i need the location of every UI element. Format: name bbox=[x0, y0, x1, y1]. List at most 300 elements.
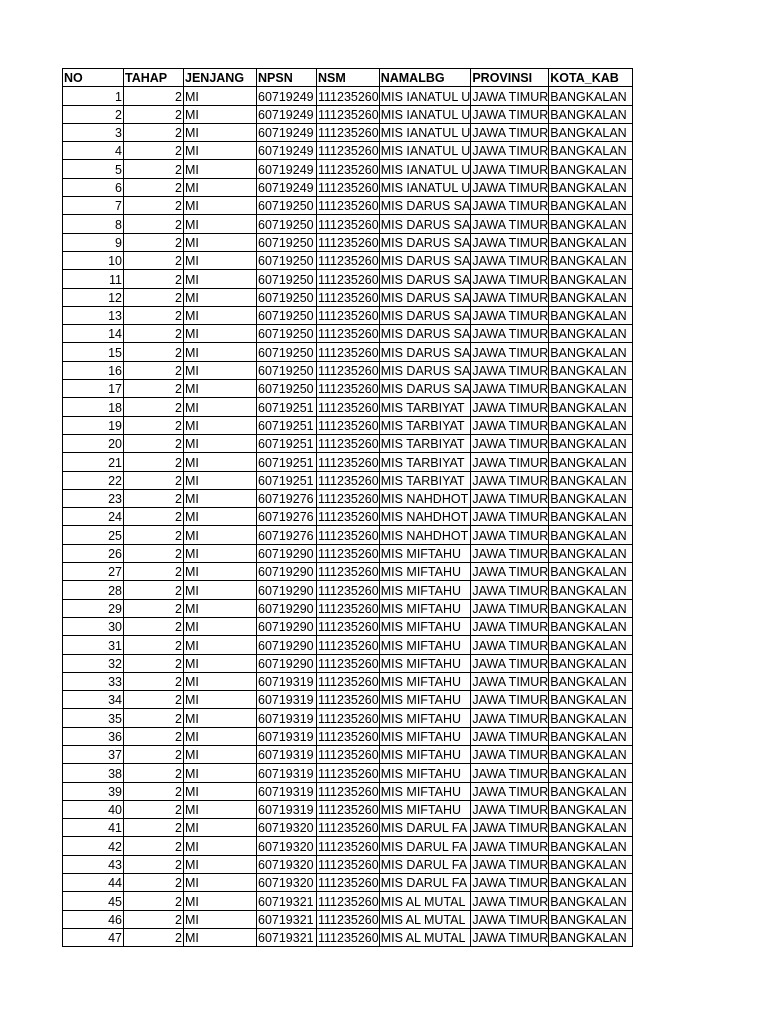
cell-kota-kab: BANGKALAN bbox=[549, 215, 633, 233]
cell-jenjang: MI bbox=[184, 819, 257, 837]
cell-nsm: 111235260 bbox=[317, 636, 380, 654]
cell-jenjang: MI bbox=[184, 800, 257, 818]
cell-provinsi: JAWA TIMUR bbox=[471, 380, 549, 398]
cell-no: 47 bbox=[63, 928, 124, 946]
cell-provinsi: JAWA TIMUR bbox=[471, 526, 549, 544]
cell-tahap: 2 bbox=[124, 928, 184, 946]
cell-no: 25 bbox=[63, 526, 124, 544]
cell-no: 43 bbox=[63, 855, 124, 873]
cell-nsm: 111235260 bbox=[317, 251, 380, 269]
table-body bbox=[63, 87, 633, 947]
cell-npsn: 60719320 bbox=[257, 855, 317, 873]
cell-npsn: 60719249 bbox=[257, 123, 317, 141]
cell-provinsi: JAWA TIMUR bbox=[471, 581, 549, 599]
cell-jenjang: MI bbox=[184, 617, 257, 635]
cell-jenjang: MI bbox=[184, 636, 257, 654]
cell-npsn: 60719319 bbox=[257, 727, 317, 745]
cell-kota-kab: BANGKALAN bbox=[549, 197, 633, 215]
cell-tahap: 2 bbox=[124, 691, 184, 709]
cell-npsn: 60719290 bbox=[257, 636, 317, 654]
cell-jenjang: MI bbox=[184, 471, 257, 489]
cell-namalbg: MIS IANATUL U bbox=[379, 178, 471, 196]
cell-nsm: 111235260 bbox=[317, 910, 380, 928]
cell-npsn: 60719250 bbox=[257, 361, 317, 379]
cell-jenjang: MI bbox=[184, 270, 257, 288]
cell-namalbg: MIS MIFTAHU bbox=[379, 617, 471, 635]
cell-no: 6 bbox=[63, 178, 124, 196]
cell-jenjang: MI bbox=[184, 855, 257, 873]
cell-namalbg: MIS DARUS SA bbox=[379, 306, 471, 324]
cell-namalbg: MIS MIFTAHU bbox=[379, 727, 471, 745]
cell-tahap: 2 bbox=[124, 709, 184, 727]
cell-npsn: 60719249 bbox=[257, 178, 317, 196]
cell-namalbg: MIS DARUS SA bbox=[379, 233, 471, 251]
cell-tahap: 2 bbox=[124, 910, 184, 928]
cell-namalbg: MIS IANATUL U bbox=[379, 105, 471, 123]
cell-no: 24 bbox=[63, 508, 124, 526]
table-row bbox=[63, 489, 633, 507]
table-row bbox=[63, 837, 633, 855]
cell-nsm: 111235260 bbox=[317, 855, 380, 873]
cell-namalbg: MIS DARUS SA bbox=[379, 270, 471, 288]
cell-no: 20 bbox=[63, 434, 124, 452]
cell-kota-kab: BANGKALAN bbox=[549, 819, 633, 837]
cell-no: 40 bbox=[63, 800, 124, 818]
cell-kota-kab: BANGKALAN bbox=[549, 160, 633, 178]
cell-jenjang: MI bbox=[184, 142, 257, 160]
cell-namalbg: MIS NAHDHOT bbox=[379, 526, 471, 544]
table-row bbox=[63, 434, 633, 452]
cell-tahap: 2 bbox=[124, 142, 184, 160]
cell-provinsi: JAWA TIMUR bbox=[471, 471, 549, 489]
cell-npsn: 60719319 bbox=[257, 745, 317, 763]
cell-no: 38 bbox=[63, 764, 124, 782]
table-row bbox=[63, 599, 633, 617]
cell-jenjang: MI bbox=[184, 910, 257, 928]
cell-jenjang: MI bbox=[184, 599, 257, 617]
table-row bbox=[63, 544, 633, 562]
cell-tahap: 2 bbox=[124, 544, 184, 562]
cell-provinsi: JAWA TIMUR bbox=[471, 233, 549, 251]
cell-npsn: 60719290 bbox=[257, 599, 317, 617]
table-row bbox=[63, 123, 633, 141]
cell-kota-kab: BANGKALAN bbox=[549, 434, 633, 452]
cell-nsm: 111235260 bbox=[317, 471, 380, 489]
cell-no: 9 bbox=[63, 233, 124, 251]
cell-provinsi: JAWA TIMUR bbox=[471, 325, 549, 343]
cell-tahap: 2 bbox=[124, 361, 184, 379]
cell-nsm: 111235260 bbox=[317, 892, 380, 910]
cell-provinsi: JAWA TIMUR bbox=[471, 782, 549, 800]
cell-tahap: 2 bbox=[124, 874, 184, 892]
cell-nsm: 111235260 bbox=[317, 544, 380, 562]
cell-no: 44 bbox=[63, 874, 124, 892]
cell-no: 36 bbox=[63, 727, 124, 745]
cell-nsm: 111235260 bbox=[317, 416, 380, 434]
cell-no: 33 bbox=[63, 672, 124, 690]
cell-tahap: 2 bbox=[124, 306, 184, 324]
cell-provinsi: JAWA TIMUR bbox=[471, 398, 549, 416]
cell-npsn: 60719321 bbox=[257, 910, 317, 928]
table-row bbox=[63, 306, 633, 324]
cell-npsn: 60719250 bbox=[257, 270, 317, 288]
cell-provinsi: JAWA TIMUR bbox=[471, 87, 549, 105]
cell-nsm: 111235260 bbox=[317, 727, 380, 745]
cell-no: 30 bbox=[63, 617, 124, 635]
cell-tahap: 2 bbox=[124, 453, 184, 471]
table-row bbox=[63, 563, 633, 581]
table-row bbox=[63, 251, 633, 269]
cell-namalbg: MIS NAHDHOT bbox=[379, 489, 471, 507]
cell-kota-kab: BANGKALAN bbox=[549, 636, 633, 654]
cell-jenjang: MI bbox=[184, 288, 257, 306]
cell-nsm: 111235260 bbox=[317, 581, 380, 599]
cell-kota-kab: BANGKALAN bbox=[549, 123, 633, 141]
cell-jenjang: MI bbox=[184, 782, 257, 800]
table-row bbox=[63, 727, 633, 745]
cell-jenjang: MI bbox=[184, 489, 257, 507]
cell-no: 13 bbox=[63, 306, 124, 324]
cell-nsm: 111235260 bbox=[317, 563, 380, 581]
cell-kota-kab: BANGKALAN bbox=[549, 727, 633, 745]
cell-namalbg: MIS NAHDHOT bbox=[379, 508, 471, 526]
cell-no: 35 bbox=[63, 709, 124, 727]
cell-provinsi: JAWA TIMUR bbox=[471, 745, 549, 763]
cell-kota-kab: BANGKALAN bbox=[549, 709, 633, 727]
cell-kota-kab: BANGKALAN bbox=[549, 105, 633, 123]
cell-tahap: 2 bbox=[124, 745, 184, 763]
cell-nsm: 111235260 bbox=[317, 306, 380, 324]
table-row bbox=[63, 233, 633, 251]
cell-kota-kab: BANGKALAN bbox=[549, 691, 633, 709]
cell-no: 14 bbox=[63, 325, 124, 343]
cell-no: 16 bbox=[63, 361, 124, 379]
cell-namalbg: MIS IANATUL U bbox=[379, 123, 471, 141]
cell-nsm: 111235260 bbox=[317, 343, 380, 361]
cell-no: 23 bbox=[63, 489, 124, 507]
cell-tahap: 2 bbox=[124, 837, 184, 855]
cell-tahap: 2 bbox=[124, 617, 184, 635]
cell-npsn: 60719251 bbox=[257, 398, 317, 416]
cell-npsn: 60719319 bbox=[257, 800, 317, 818]
cell-namalbg: MIS MIFTAHU bbox=[379, 672, 471, 690]
cell-jenjang: MI bbox=[184, 581, 257, 599]
cell-kota-kab: BANGKALAN bbox=[549, 489, 633, 507]
header-row bbox=[63, 69, 633, 87]
cell-namalbg: MIS DARUS SA bbox=[379, 325, 471, 343]
table-row bbox=[63, 581, 633, 599]
table-row bbox=[63, 325, 633, 343]
cell-no: 11 bbox=[63, 270, 124, 288]
cell-no: 27 bbox=[63, 563, 124, 581]
cell-namalbg: MIS TARBIYAT bbox=[379, 453, 471, 471]
table-row bbox=[63, 709, 633, 727]
table-row bbox=[63, 380, 633, 398]
cell-nsm: 111235260 bbox=[317, 617, 380, 635]
cell-nsm: 111235260 bbox=[317, 800, 380, 818]
cell-provinsi: JAWA TIMUR bbox=[471, 910, 549, 928]
cell-jenjang: MI bbox=[184, 215, 257, 233]
cell-provinsi: JAWA TIMUR bbox=[471, 855, 549, 873]
cell-nsm: 111235260 bbox=[317, 654, 380, 672]
cell-no: 26 bbox=[63, 544, 124, 562]
cell-provinsi: JAWA TIMUR bbox=[471, 892, 549, 910]
cell-nsm: 111235260 bbox=[317, 709, 380, 727]
cell-jenjang: MI bbox=[184, 526, 257, 544]
cell-jenjang: MI bbox=[184, 416, 257, 434]
cell-no: 29 bbox=[63, 599, 124, 617]
cell-namalbg: MIS IANATUL U bbox=[379, 142, 471, 160]
cell-nsm: 111235260 bbox=[317, 691, 380, 709]
cell-tahap: 2 bbox=[124, 855, 184, 873]
data-table bbox=[62, 68, 633, 947]
cell-jenjang: MI bbox=[184, 251, 257, 269]
cell-nsm: 111235260 bbox=[317, 453, 380, 471]
cell-jenjang: MI bbox=[184, 672, 257, 690]
cell-jenjang: MI bbox=[184, 233, 257, 251]
cell-tahap: 2 bbox=[124, 508, 184, 526]
cell-provinsi: JAWA TIMUR bbox=[471, 617, 549, 635]
table-row bbox=[63, 361, 633, 379]
cell-provinsi: JAWA TIMUR bbox=[471, 599, 549, 617]
table-row bbox=[63, 398, 633, 416]
cell-provinsi: JAWA TIMUR bbox=[471, 251, 549, 269]
cell-tahap: 2 bbox=[124, 215, 184, 233]
cell-jenjang: MI bbox=[184, 691, 257, 709]
table-row bbox=[63, 105, 633, 123]
cell-namalbg: MIS DARUL FA bbox=[379, 855, 471, 873]
cell-nsm: 111235260 bbox=[317, 526, 380, 544]
header-npsn: NPSN bbox=[257, 69, 317, 87]
cell-namalbg: MIS MIFTAHU bbox=[379, 709, 471, 727]
cell-jenjang: MI bbox=[184, 837, 257, 855]
cell-npsn: 60719319 bbox=[257, 709, 317, 727]
cell-kota-kab: BANGKALAN bbox=[549, 892, 633, 910]
cell-no: 10 bbox=[63, 251, 124, 269]
cell-no: 15 bbox=[63, 343, 124, 361]
table-row bbox=[63, 178, 633, 196]
cell-jenjang: MI bbox=[184, 892, 257, 910]
cell-provinsi: JAWA TIMUR bbox=[471, 563, 549, 581]
cell-jenjang: MI bbox=[184, 434, 257, 452]
cell-npsn: 60719250 bbox=[257, 380, 317, 398]
table-row bbox=[63, 160, 633, 178]
cell-no: 19 bbox=[63, 416, 124, 434]
cell-tahap: 2 bbox=[124, 819, 184, 837]
cell-tahap: 2 bbox=[124, 636, 184, 654]
table-row bbox=[63, 800, 633, 818]
cell-jenjang: MI bbox=[184, 563, 257, 581]
cell-nsm: 111235260 bbox=[317, 672, 380, 690]
cell-kota-kab: BANGKALAN bbox=[549, 581, 633, 599]
table-row bbox=[63, 928, 633, 946]
cell-provinsi: JAWA TIMUR bbox=[471, 453, 549, 471]
cell-kota-kab: BANGKALAN bbox=[549, 764, 633, 782]
cell-namalbg: MIS MIFTAHU bbox=[379, 599, 471, 617]
cell-kota-kab: BANGKALAN bbox=[549, 855, 633, 873]
cell-kota-kab: BANGKALAN bbox=[549, 599, 633, 617]
cell-provinsi: JAWA TIMUR bbox=[471, 288, 549, 306]
cell-npsn: 60719276 bbox=[257, 489, 317, 507]
cell-kota-kab: BANGKALAN bbox=[549, 508, 633, 526]
table-row bbox=[63, 691, 633, 709]
cell-tahap: 2 bbox=[124, 288, 184, 306]
cell-tahap: 2 bbox=[124, 233, 184, 251]
cell-jenjang: MI bbox=[184, 508, 257, 526]
cell-kota-kab: BANGKALAN bbox=[549, 672, 633, 690]
cell-nsm: 111235260 bbox=[317, 87, 380, 105]
cell-no: 5 bbox=[63, 160, 124, 178]
cell-kota-kab: BANGKALAN bbox=[549, 910, 633, 928]
cell-npsn: 60719250 bbox=[257, 325, 317, 343]
cell-no: 37 bbox=[63, 745, 124, 763]
header-provinsi: PROVINSI bbox=[471, 69, 549, 87]
cell-no: 22 bbox=[63, 471, 124, 489]
cell-no: 39 bbox=[63, 782, 124, 800]
cell-npsn: 60719321 bbox=[257, 892, 317, 910]
cell-no: 12 bbox=[63, 288, 124, 306]
cell-kota-kab: BANGKALAN bbox=[549, 526, 633, 544]
cell-jenjang: MI bbox=[184, 325, 257, 343]
cell-nsm: 111235260 bbox=[317, 819, 380, 837]
cell-namalbg: MIS TARBIYAT bbox=[379, 471, 471, 489]
cell-kota-kab: BANGKALAN bbox=[549, 325, 633, 343]
cell-provinsi: JAWA TIMUR bbox=[471, 636, 549, 654]
cell-namalbg: MIS MIFTAHU bbox=[379, 691, 471, 709]
cell-npsn: 60719276 bbox=[257, 526, 317, 544]
cell-kota-kab: BANGKALAN bbox=[549, 782, 633, 800]
cell-namalbg: MIS DARUS SA bbox=[379, 361, 471, 379]
cell-kota-kab: BANGKALAN bbox=[549, 453, 633, 471]
cell-namalbg: MIS DARUL FA bbox=[379, 819, 471, 837]
cell-jenjang: MI bbox=[184, 874, 257, 892]
cell-jenjang: MI bbox=[184, 343, 257, 361]
cell-no: 28 bbox=[63, 581, 124, 599]
cell-npsn: 60719250 bbox=[257, 306, 317, 324]
cell-npsn: 60719319 bbox=[257, 672, 317, 690]
table-row bbox=[63, 654, 633, 672]
cell-namalbg: MIS MIFTAHU bbox=[379, 563, 471, 581]
cell-tahap: 2 bbox=[124, 599, 184, 617]
table-row bbox=[63, 526, 633, 544]
cell-no: 45 bbox=[63, 892, 124, 910]
cell-provinsi: JAWA TIMUR bbox=[471, 691, 549, 709]
header-kota-kab: KOTA_KAB bbox=[549, 69, 633, 87]
table-row bbox=[63, 142, 633, 160]
cell-nsm: 111235260 bbox=[317, 380, 380, 398]
cell-tahap: 2 bbox=[124, 782, 184, 800]
cell-kota-kab: BANGKALAN bbox=[549, 361, 633, 379]
table-row bbox=[63, 617, 633, 635]
cell-provinsi: JAWA TIMUR bbox=[471, 764, 549, 782]
table-row bbox=[63, 819, 633, 837]
cell-tahap: 2 bbox=[124, 197, 184, 215]
cell-namalbg: MIS MIFTAHU bbox=[379, 654, 471, 672]
cell-provinsi: JAWA TIMUR bbox=[471, 672, 549, 690]
cell-kota-kab: BANGKALAN bbox=[549, 142, 633, 160]
cell-npsn: 60719250 bbox=[257, 215, 317, 233]
cell-tahap: 2 bbox=[124, 489, 184, 507]
cell-nsm: 111235260 bbox=[317, 874, 380, 892]
cell-namalbg: MIS DARUS SA bbox=[379, 343, 471, 361]
cell-nsm: 111235260 bbox=[317, 928, 380, 946]
cell-provinsi: JAWA TIMUR bbox=[471, 819, 549, 837]
cell-namalbg: MIS MIFTAHU bbox=[379, 782, 471, 800]
cell-npsn: 60719290 bbox=[257, 563, 317, 581]
cell-kota-kab: BANGKALAN bbox=[549, 617, 633, 635]
table-row bbox=[63, 215, 633, 233]
cell-nsm: 111235260 bbox=[317, 160, 380, 178]
cell-namalbg: MIS DARUS SA bbox=[379, 215, 471, 233]
cell-jenjang: MI bbox=[184, 745, 257, 763]
cell-npsn: 60719251 bbox=[257, 416, 317, 434]
cell-kota-kab: BANGKALAN bbox=[549, 251, 633, 269]
table-row bbox=[63, 416, 633, 434]
cell-provinsi: JAWA TIMUR bbox=[471, 178, 549, 196]
cell-npsn: 60719290 bbox=[257, 617, 317, 635]
cell-npsn: 60719319 bbox=[257, 764, 317, 782]
cell-jenjang: MI bbox=[184, 197, 257, 215]
cell-npsn: 60719250 bbox=[257, 343, 317, 361]
table-row bbox=[63, 270, 633, 288]
table-row bbox=[63, 782, 633, 800]
header-no: NO bbox=[63, 69, 124, 87]
table-header bbox=[63, 69, 633, 87]
cell-kota-kab: BANGKALAN bbox=[549, 874, 633, 892]
cell-npsn: 60719250 bbox=[257, 288, 317, 306]
cell-npsn: 60719250 bbox=[257, 197, 317, 215]
cell-jenjang: MI bbox=[184, 654, 257, 672]
cell-provinsi: JAWA TIMUR bbox=[471, 654, 549, 672]
cell-provinsi: JAWA TIMUR bbox=[471, 709, 549, 727]
cell-npsn: 60719249 bbox=[257, 160, 317, 178]
cell-no: 34 bbox=[63, 691, 124, 709]
cell-namalbg: MIS DARUS SA bbox=[379, 288, 471, 306]
cell-tahap: 2 bbox=[124, 471, 184, 489]
cell-tahap: 2 bbox=[124, 563, 184, 581]
cell-provinsi: JAWA TIMUR bbox=[471, 361, 549, 379]
cell-no: 7 bbox=[63, 197, 124, 215]
table-row bbox=[63, 453, 633, 471]
cell-npsn: 60719251 bbox=[257, 434, 317, 452]
cell-provinsi: JAWA TIMUR bbox=[471, 343, 549, 361]
cell-provinsi: JAWA TIMUR bbox=[471, 197, 549, 215]
table-row bbox=[63, 87, 633, 105]
cell-npsn: 60719319 bbox=[257, 782, 317, 800]
cell-provinsi: JAWA TIMUR bbox=[471, 508, 549, 526]
cell-namalbg: MIS IANATUL U bbox=[379, 87, 471, 105]
cell-no: 3 bbox=[63, 123, 124, 141]
cell-tahap: 2 bbox=[124, 380, 184, 398]
cell-provinsi: JAWA TIMUR bbox=[471, 142, 549, 160]
cell-tahap: 2 bbox=[124, 251, 184, 269]
cell-nsm: 111235260 bbox=[317, 178, 380, 196]
cell-kota-kab: BANGKALAN bbox=[549, 306, 633, 324]
table-row bbox=[63, 471, 633, 489]
cell-kota-kab: BANGKALAN bbox=[549, 563, 633, 581]
cell-jenjang: MI bbox=[184, 160, 257, 178]
cell-namalbg: MIS MIFTAHU bbox=[379, 800, 471, 818]
cell-nsm: 111235260 bbox=[317, 489, 380, 507]
cell-nsm: 111235260 bbox=[317, 270, 380, 288]
cell-provinsi: JAWA TIMUR bbox=[471, 306, 549, 324]
cell-namalbg: MIS MIFTAHU bbox=[379, 764, 471, 782]
table-row bbox=[63, 636, 633, 654]
cell-npsn: 60719290 bbox=[257, 544, 317, 562]
cell-npsn: 60719250 bbox=[257, 233, 317, 251]
cell-nsm: 111235260 bbox=[317, 434, 380, 452]
cell-jenjang: MI bbox=[184, 727, 257, 745]
